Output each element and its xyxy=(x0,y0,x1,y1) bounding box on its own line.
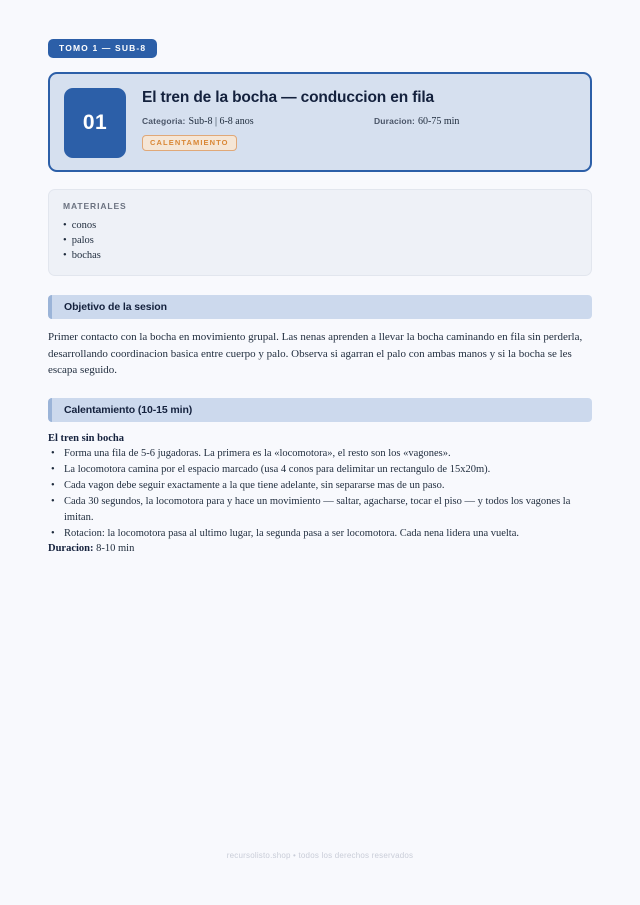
list-item: • La locomotora camina por el espacio marcado (usa 4 conos para delimitar un rectangulo de 15x20m). xyxy=(48,462,592,478)
duration-value: 60-75 min xyxy=(418,116,460,128)
materials-title: MATERIALES xyxy=(63,200,127,211)
list-item: • Cada 30 segundos, la locomotora para y hace un movimiento — saltar, agacharse, tocar el piso — y todos los vagones la imitan. xyxy=(48,494,592,526)
activity-duration xyxy=(48,543,592,554)
status-badge: CALENTAMIENTO xyxy=(142,135,237,151)
subsection-heading: El tren sin bocha xyxy=(48,432,124,444)
section-heading-calentamiento: Calentamiento (10-15 min) xyxy=(48,398,592,422)
list-item: • Cada vagon debe seguir exactamente a la que tiene adelante, sin separarse mas de un paso. xyxy=(48,478,592,494)
list-item: • Forma una fila de 5-6 jugadoras. La primera es la «locomotora», el resto son los «vagones». xyxy=(48,446,592,462)
category-label: Categoria: xyxy=(142,116,186,127)
page-title: El tren de la bocha — conduccion en fila xyxy=(142,88,434,106)
session-meta-row xyxy=(142,116,574,127)
duration-meta xyxy=(374,116,459,127)
list-item: • bochas xyxy=(63,248,577,263)
activity-duration-label: Duracion: xyxy=(48,543,94,555)
materials-list xyxy=(63,218,577,264)
list-item: • palos xyxy=(63,233,577,248)
page-footer: recursolisto.shop • todos los derechos reservados xyxy=(226,851,414,860)
session-header-card xyxy=(48,72,592,172)
section-heading-objetivo: Objetivo de la sesion xyxy=(48,295,592,319)
category-meta xyxy=(142,116,374,127)
list-item: • conos xyxy=(63,218,577,233)
volume-badge: TOMO 1 — SUB-8 xyxy=(48,39,157,58)
session-number-badge: 01 xyxy=(64,88,126,158)
activity-bullet-list xyxy=(48,446,592,543)
section-paragraph-objetivo: Primer contacto con la bocha en movimiento grupal. Las nenas aprenden a llevar la bocha caminando en fila sin perderla, desarrollando coordinacion basica entre cuerpo y palo. Observa si agarran el palo con ambas manos y si la bocha se les escapa seguido. xyxy=(48,331,583,377)
session-header-body xyxy=(126,88,574,151)
materials-box xyxy=(48,189,592,277)
category-value: Sub-8 | 6-8 anos xyxy=(188,116,254,128)
list-item: • Rotacion: la locomotora pasa al ultimo lugar, la segunda pasa a ser locomotora. Cada nena lidera una vuelta. xyxy=(48,526,592,542)
activity-duration-value: 8-10 min xyxy=(96,543,135,555)
duration-label: Duracion: xyxy=(374,116,416,127)
